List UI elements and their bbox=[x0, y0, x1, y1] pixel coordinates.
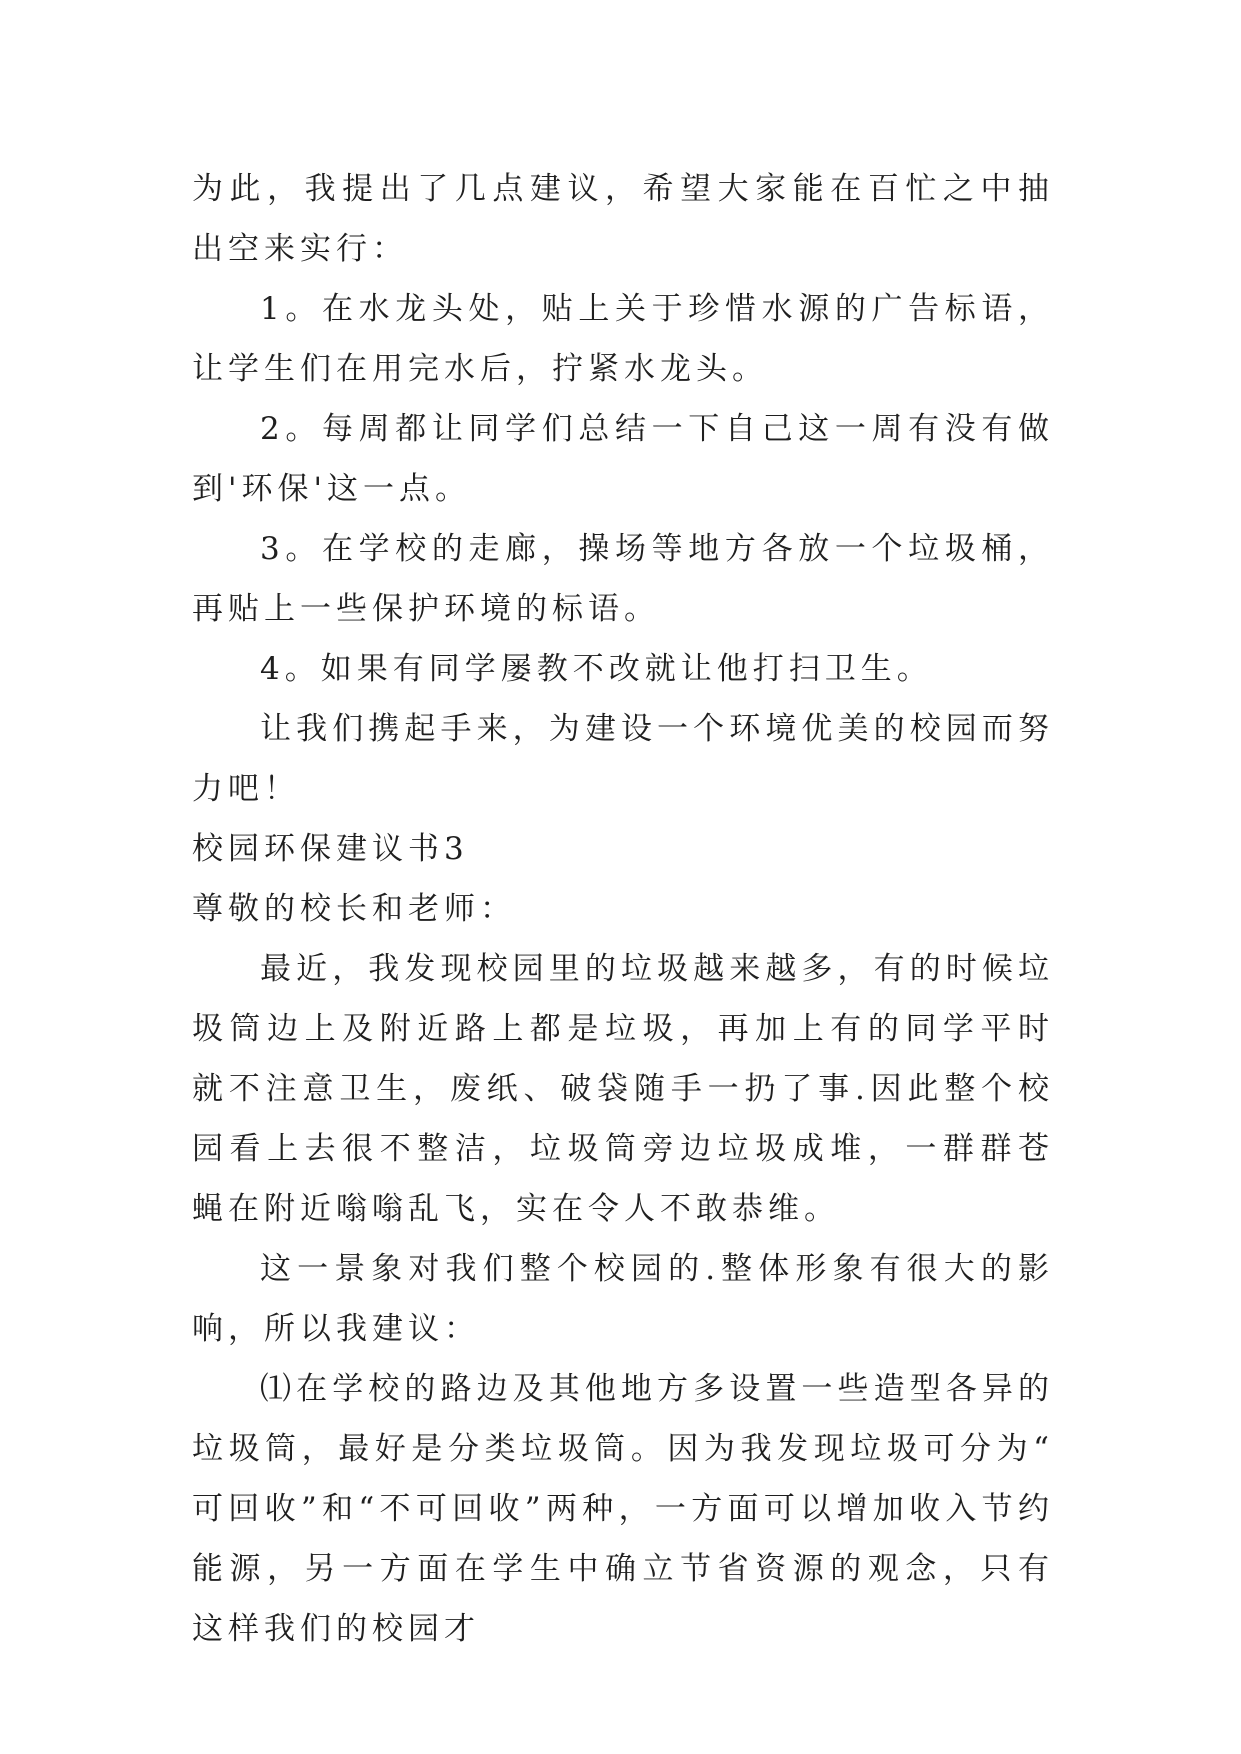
paragraph-suggestion-3: 3。在学校的走廊，操场等地方各放一个垃圾桶，再贴上一些保护环境的标语。 bbox=[192, 531, 1054, 627]
paragraph-closing-call: 让我们携起手来，为建设一个环境优美的校园而努力吧！ bbox=[192, 711, 1054, 807]
salutation: 尊敬的校长和老师： bbox=[192, 891, 516, 927]
document-body bbox=[192, 159, 1054, 1659]
paragraph-impact: 这一景象对我们整个校园的.整体形象有很大的影响，所以我建议： bbox=[192, 1251, 1054, 1347]
paragraph-suggestion-1: 1。在水龙头处，贴上关于珍惜水源的广告标语，让学生们在用完水后，拧紧水龙头。 bbox=[192, 291, 1054, 387]
section-heading: 校园环保建议书3 bbox=[192, 831, 469, 867]
paragraph-suggestion-4: 4。如果有同学屡教不改就让他打扫卫生。 bbox=[260, 651, 933, 687]
paragraph-proposal-1: ⑴在学校的路边及其他地方多设置一些造型各异的垃圾筒，最好是分类垃圾筒。因为我发现垃圾可分为“可回收”和“不可回收”两种，一方面可以增加收入节约能源，另一方面在学生中确立节省资源的观念，只有这样我们的校园才 bbox=[192, 1371, 1054, 1647]
paragraph-suggestion-intro: 为此，我提出了几点建议，希望大家能在百忙之中抽出空来实行： bbox=[192, 171, 1054, 267]
paragraph-observation: 最近，我发现校园里的垃圾越来越多，有的时候垃圾筒边上及附近路上都是垃圾，再加上有的同学平时就不注意卫生，废纸、破袋随手一扔了事.因此整个校园看上去很不整洁，垃圾筒旁边垃圾成堆，一群群苍蝇在附近嗡嗡乱飞，实在令人不敢恭维。 bbox=[192, 951, 1054, 1227]
paragraph-suggestion-2: 2。每周都让同学们总结一下自己这一周有没有做到'环保'这一点。 bbox=[192, 411, 1054, 507]
